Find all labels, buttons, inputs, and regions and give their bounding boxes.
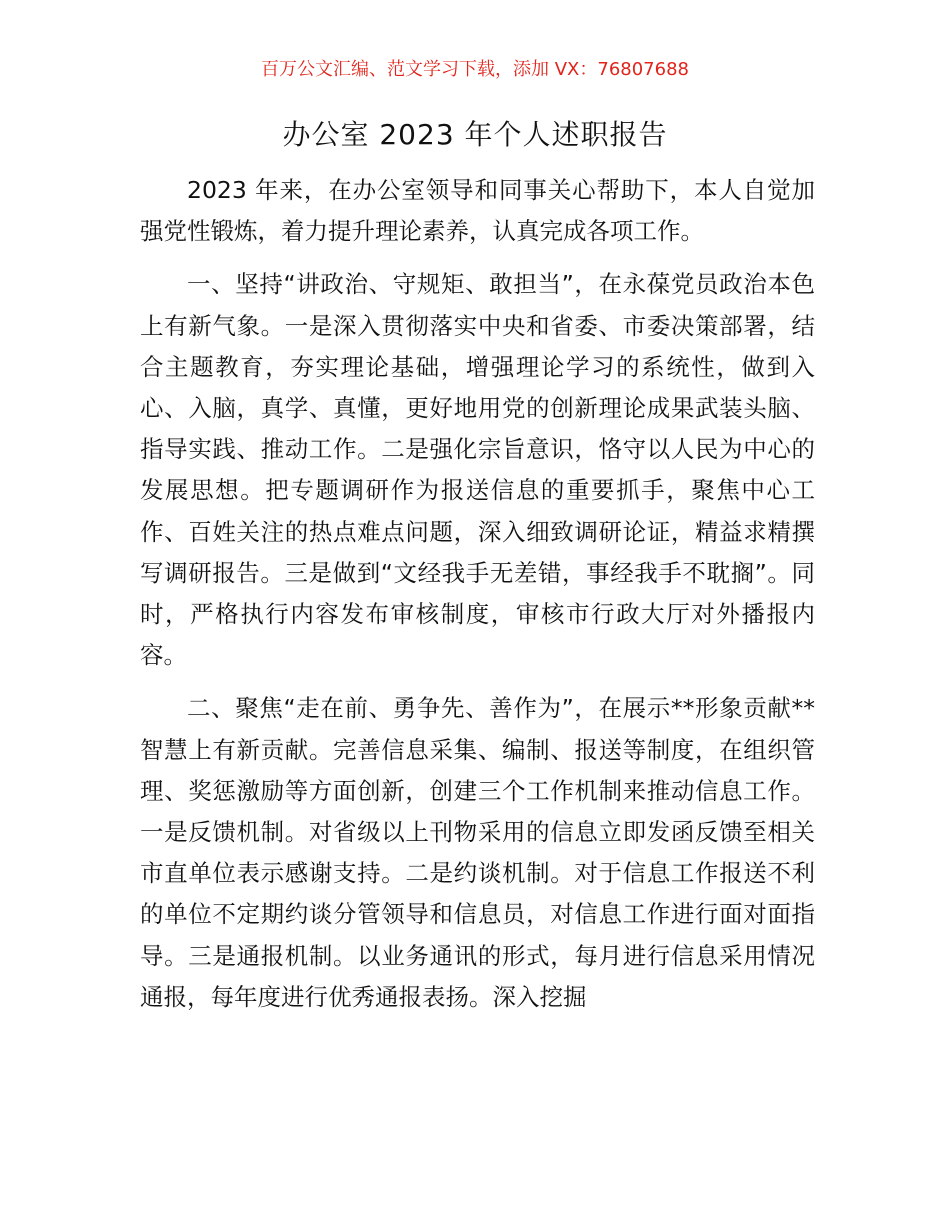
paragraph-section-two: 二、聚焦“走在前、勇争先、善作为”，在展示**形象贡献**智慧上有新贡献。完善信息采集、编制、报送等制度，在组织管理、奖惩激励等方面创新，创建三个工作机制来推动信息工作。一是反馈机制。对省级以上刊物采用的信息立即发函反馈至相关市直单位表示感谢支持。二是约谈机制。对于信息工作报送不利的单位不定期约谈分管领导和信息员，对信息工作进行面对面指导。三是通报机制。以业务通讯的形式，每月进行信息采用情况通报，每年度进行优秀通报表扬。深入挖掘 (140, 694, 815, 1011)
document-title: 办公室 2023 年个人述职报告 (282, 118, 668, 151)
document-body (140, 170, 815, 1018)
header-banner: 百万公文汇编、范文学习下载，添加 VX：76807688 (261, 59, 689, 80)
paragraph-intro: 2023 年来，在办公室领导和同事关心帮助下，本人自觉加强党性锻炼，着力提升理论素养，认真完成各项工作。 (140, 176, 815, 246)
paragraph-section-one: 一、坚持“讲政治、守规矩、敢担当”，在永葆党员政治本色上有新气象。一是深入贯彻落实中央和省委、市委决策部署，结合主题教育，夯实理论基础，增强理论学习的系统性，做到入心、入脑，真学、真懂，更好地用党的创新理论成果武装头脑、指导实践、推动工作。二是强化宗旨意识，恪守以人民为中心的发展思想。把专题调研作为报送信息的重要抓手，聚焦中心工作、百姓关注的热点难点问题，深入细致调研论证，精益求精撰写调研报告。三是做到“文经我手无差错，事经我手不耽搁”。同时，严格执行内容发布审核制度，审核市行政大厅对外播报内容。 (140, 270, 815, 670)
